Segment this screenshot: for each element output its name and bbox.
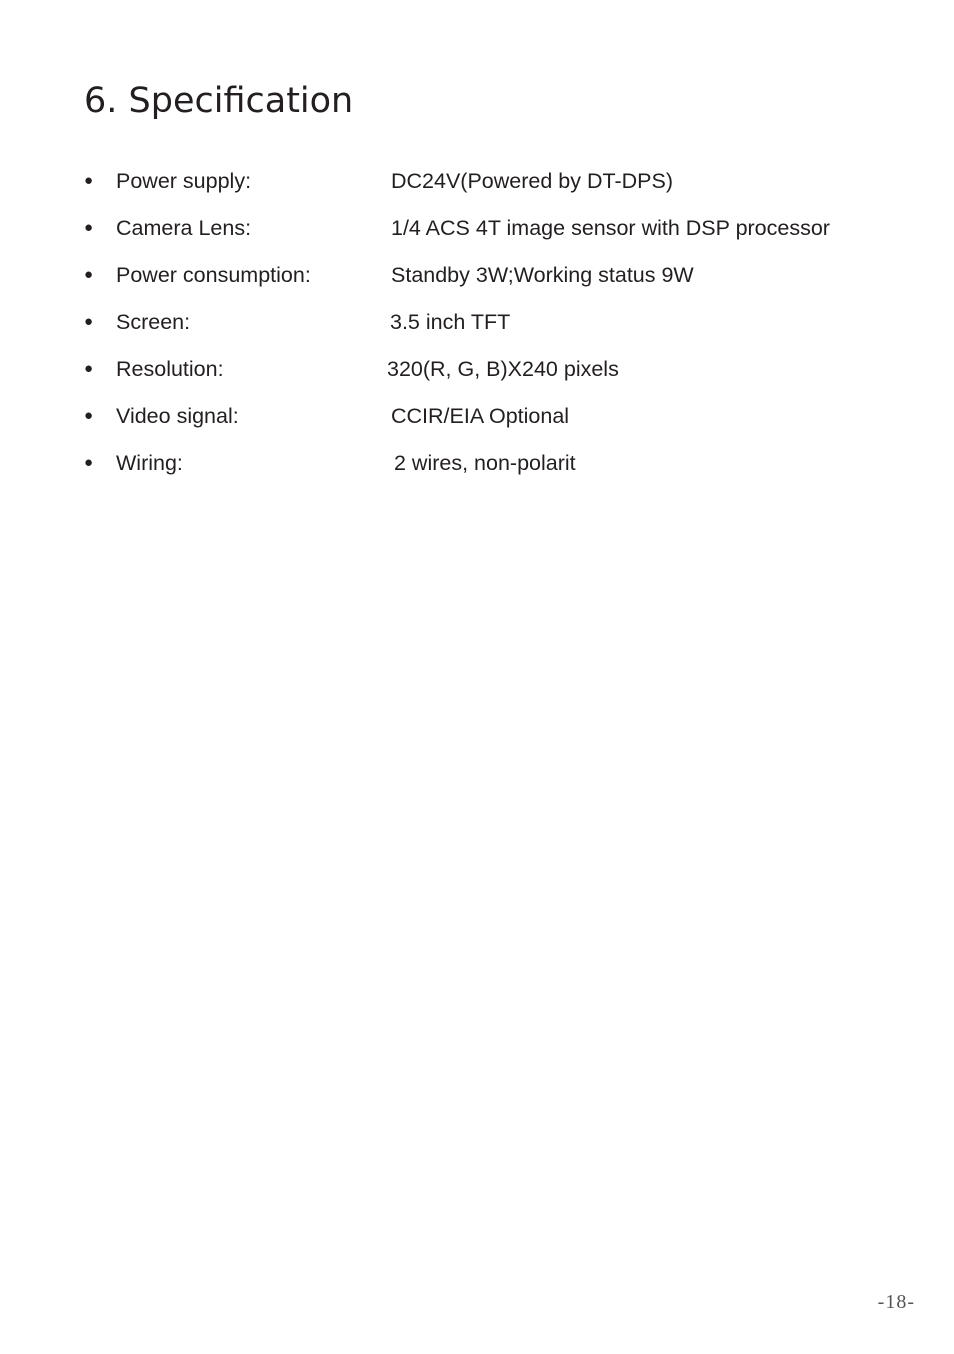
spec-value: 320(R, G, B)X240 pixels xyxy=(387,357,619,381)
spec-value: 3.5 inch TFT xyxy=(390,310,511,334)
spec-value: DC24V(Powered by DT-DPS) xyxy=(391,169,673,193)
bullet-icon: ● xyxy=(84,407,94,424)
page-title: 6. Specification xyxy=(84,81,354,121)
spec-item-video-signal xyxy=(84,399,924,446)
spec-label: Resolution: xyxy=(116,357,224,381)
spec-value: 2 wires, non-polarit xyxy=(394,451,576,475)
spec-label: Power supply: xyxy=(116,169,252,193)
spec-label: Wiring: xyxy=(116,451,183,475)
spec-label: Video signal: xyxy=(116,404,239,428)
bullet-icon: ● xyxy=(84,266,94,283)
spec-item-power-supply xyxy=(84,164,924,211)
bullet-icon: ● xyxy=(84,454,94,471)
spec-item-screen xyxy=(84,305,924,352)
spec-item-camera-lens xyxy=(84,211,924,258)
spec-item-wiring xyxy=(84,446,924,493)
bullet-icon: ● xyxy=(84,219,94,236)
spec-value: CCIR/EIA Optional xyxy=(391,404,570,428)
spec-item-power-consumption xyxy=(84,258,924,305)
spec-label: Power consumption: xyxy=(116,263,311,287)
bullet-icon: ● xyxy=(84,172,94,189)
spec-label: Camera Lens: xyxy=(116,216,252,240)
spec-label: Screen: xyxy=(116,310,191,334)
spec-item-resolution xyxy=(84,352,924,399)
bullet-icon: ● xyxy=(84,360,94,377)
bullet-icon: ● xyxy=(84,313,94,330)
spec-value: Standby 3W;Working status 9W xyxy=(391,263,694,287)
page-number: -18- xyxy=(877,1291,915,1313)
spec-value: 1/4 ACS 4T image sensor with DSP processor xyxy=(391,216,830,240)
specification-list xyxy=(84,164,924,493)
